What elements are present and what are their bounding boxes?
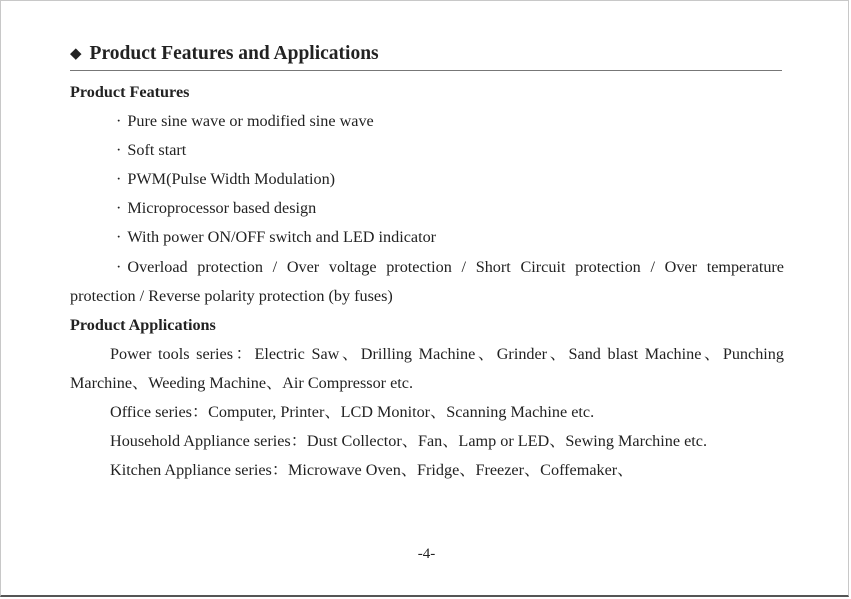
diamond-bullet-icon: ◆ [70, 44, 82, 62]
bullet-dot-icon: · [116, 199, 122, 218]
bullet-dot-icon: · [116, 257, 122, 276]
feature-text: Overload protection / Over voltage protection / Short Circuit protection / Over temperature protection / Reverse polarity protection (by fuses) [70, 257, 784, 305]
feature-text: Soft start [127, 141, 187, 160]
feature-text: Microprocessor based design [127, 199, 317, 218]
application-paragraph: Kitchen Appliance series：Microwave Oven、Fridge、Freezer、Coffemaker、 [110, 461, 634, 480]
application-paragraph: Power tools series：Electric Saw、Drilling Machine、Grinder、Sand blast Machine、Punching Marchine、Weeding Machine、Air Compressor etc. [70, 344, 784, 392]
bullet-dot-icon: · [116, 170, 122, 189]
feature-text: Pure sine wave or modified sine wave [127, 112, 374, 131]
page-number: -4- [417, 546, 436, 562]
application-paragraph: Office series：Computer, Printer、LCD Monitor、Scanning Machine etc. [110, 403, 595, 422]
bullet-dot-icon: · [116, 228, 122, 247]
feature-item [70, 194, 784, 223]
document-body [70, 78, 784, 485]
feature-text: With power ON/OFF switch and LED indicator [127, 228, 437, 247]
feature-item [70, 223, 784, 252]
application-paragraph: Household Appliance series：Dust Collector、Fan、Lamp or LED、Sewing Marchine etc. [110, 432, 708, 451]
feature-item [70, 253, 784, 311]
feature-text: PWM(Pulse Width Modulation) [127, 170, 336, 189]
bullet-dot-icon: · [116, 141, 122, 160]
section-heading [70, 41, 782, 71]
section-title: Product Features and Applications [89, 43, 379, 64]
product-features-heading: Product Features [70, 83, 190, 101]
feature-item [70, 136, 784, 165]
bullet-dot-icon: · [116, 112, 122, 131]
feature-item [70, 165, 784, 194]
product-applications-heading: Product Applications [70, 315, 216, 334]
feature-item [70, 107, 784, 136]
